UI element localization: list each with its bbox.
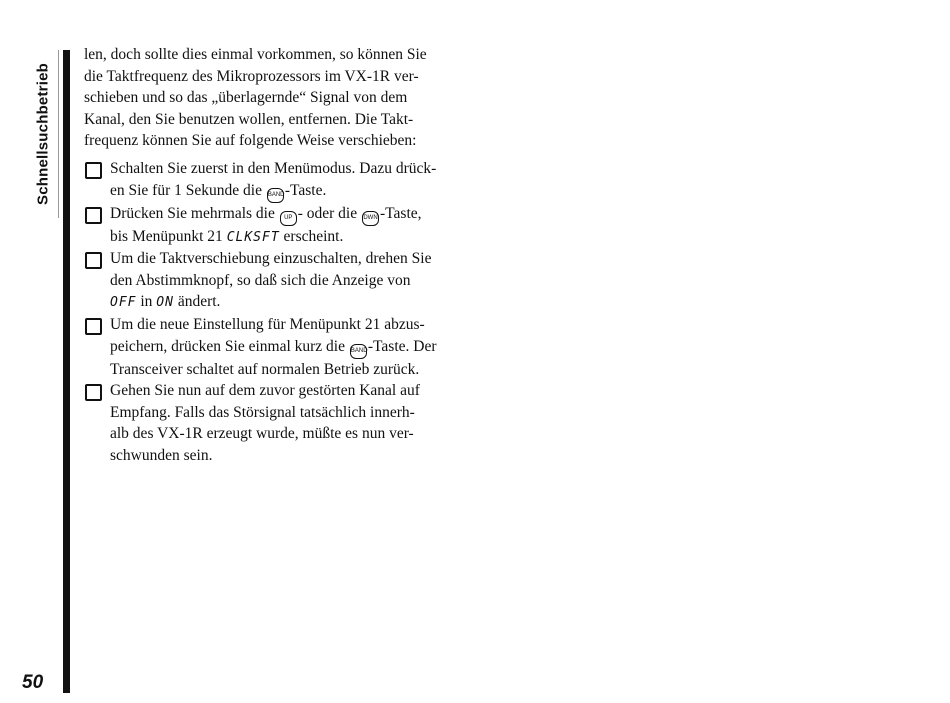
step-item: Schalten Sie zuerst in den Menümodus. Dazu drück- en Sie für 1 Sekunde die BAND-Taste. <box>84 158 486 203</box>
thin-rule <box>58 50 59 218</box>
intro-line: frequenz können Sie auf folgende Weise verschieben: <box>84 132 417 150</box>
band-key-icon: BAND <box>350 344 367 359</box>
checkbox-icon <box>85 162 102 179</box>
dwn-key-icon: DWN <box>362 211 379 226</box>
page-content <box>84 44 486 467</box>
intro-line: len, doch sollte dies einmal vorkommen, so können Sie <box>84 46 427 63</box>
checkbox-icon <box>85 384 102 401</box>
step-item: Um die Taktverschiebung einzuschalten, drehen Sie den Abstimmknopf, so daß sich die Anzeige von OFF in ON ändert. <box>84 248 486 314</box>
section-title: Schnellsuchbetrieb <box>34 63 52 205</box>
lcd-text: OFF <box>110 295 137 311</box>
step-item: Drücken Sie mehrmals die UP - oder die DWN -Taste, bis Menüpunkt 21 CLKSFT erscheint. <box>84 203 486 249</box>
intro-paragraph <box>84 44 486 152</box>
intro-line: Kanal, den Sie benutzen wollen, entfernen. Die Takt- <box>84 110 414 128</box>
checkbox-icon <box>85 252 102 269</box>
steps-list <box>84 158 486 467</box>
checkbox-icon <box>85 207 102 224</box>
lcd-text: ON <box>156 295 174 311</box>
step-item: Gehen Sie nun auf dem zuvor gestörten Kanal auf Empfang. Falls das Störsignal tatsächlich innerh- alb des VX-1R erzeugt wurde, müßte es nun ver- schwunden sein. <box>84 380 486 466</box>
section-side-label <box>30 50 56 218</box>
up-key-icon: UP <box>280 211 297 226</box>
lcd-text: CLKSFT <box>226 229 280 245</box>
intro-line: schieben und so das „überlagernde“ Signal von dem <box>84 89 408 107</box>
vertical-bar <box>63 50 70 693</box>
step-item: Um die neue Einstellung für Menüpunkt 21 abzus- peichern, drücken Sie einmal kurz die BAND-Taste. Der Transceiver schaltet auf normalen Betrieb zurück. <box>84 314 486 380</box>
checkbox-icon <box>85 318 102 335</box>
intro-line: die Taktfrequenz des Mikroprozessors im VX-1R ver- <box>84 67 419 85</box>
page-number: 50 <box>22 672 44 693</box>
band-key-icon: BAND <box>267 188 284 203</box>
